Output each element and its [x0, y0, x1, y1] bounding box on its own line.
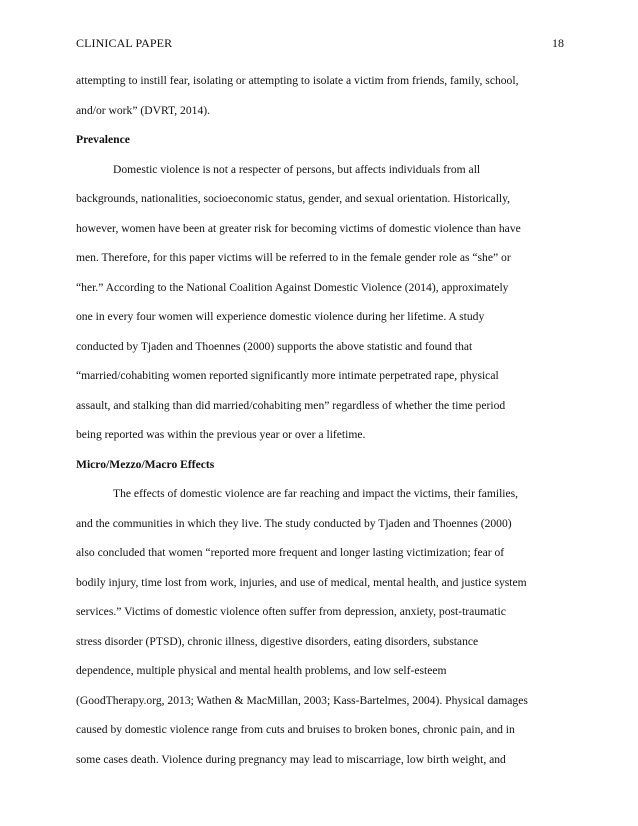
- body-text: [76, 66, 576, 774]
- text-line: dependence, multiple physical and mental health problems, and low self-esteem: [76, 664, 447, 677]
- running-head: CLINICAL PAPER: [76, 36, 173, 50]
- text-line: bodily injury, time lost from work, injuries, and use of medical, mental health, and justice system: [76, 575, 527, 589]
- text-line: (GoodTherapy.org, 2013; Wathen & MacMillan, 2003; Kass-Bartelmes, 2004). Physical damages: [76, 693, 528, 707]
- text-line: conducted by Tjaden and Thoennes (2000) supports the above statistic and found that: [76, 339, 473, 353]
- text-line: and the communities in which they live. The study conducted by Tjaden and Thoennes (2000): [76, 516, 512, 530]
- text-line: services.” Victims of domestic violence often suffer from depression, anxiety, post-traumatic: [76, 605, 506, 618]
- text-line: also concluded that women “reported more frequent and longer lasting victimization; fear of: [76, 546, 505, 559]
- text-line: however, women have been at greater risk for becoming victims of domestic violence than have: [76, 221, 521, 235]
- text-line: “her.” According to the National Coalition Against Domestic Violence (2014), approximately: [76, 280, 509, 294]
- text-line: some cases death. Violence during pregnancy may lead to miscarriage, low birth weight, and: [76, 752, 506, 766]
- text-line: men. Therefore, for this paper victims will be referred to in the female gender role as “she” or: [76, 251, 511, 264]
- text-line: attempting to instill fear, isolating or attempting to isolate a victim from friends, family, school,: [76, 74, 519, 87]
- text-line: assault, and stalking than did married/cohabiting men” regardless of whether the time period: [76, 398, 506, 412]
- paragraph-first-line: Domestic violence is not a respecter of persons, but affects individuals from all: [113, 162, 481, 176]
- text-line: and/or work” (DVRT, 2014).: [76, 103, 210, 117]
- section-heading-effects: Micro/Mezzo/Macro Effects: [76, 457, 215, 471]
- text-line: backgrounds, nationalities, socioeconomic status, gender, and sexual orientation. Historically,: [76, 192, 511, 205]
- text-line: caused by domestic violence range from cuts and bruises to broken bones, chronic pain, and in: [76, 723, 515, 736]
- text-line: stress disorder (PTSD), chronic illness, digestive disorders, eating disorders, substance: [76, 634, 479, 648]
- section-heading-prevalence: Prevalence: [76, 133, 130, 146]
- text-line: one in every four women will experience domestic violence during her lifetime. A study: [76, 310, 485, 323]
- text-line: being reported was within the previous year or over a lifetime.: [76, 428, 366, 441]
- page-number: 18: [552, 36, 564, 50]
- text-line: “married/cohabiting women reported significantly more intimate perpetrated rape, physical: [76, 369, 499, 382]
- paragraph-first-line: The effects of domestic violence are far reaching and impact the victims, their families,: [113, 487, 519, 500]
